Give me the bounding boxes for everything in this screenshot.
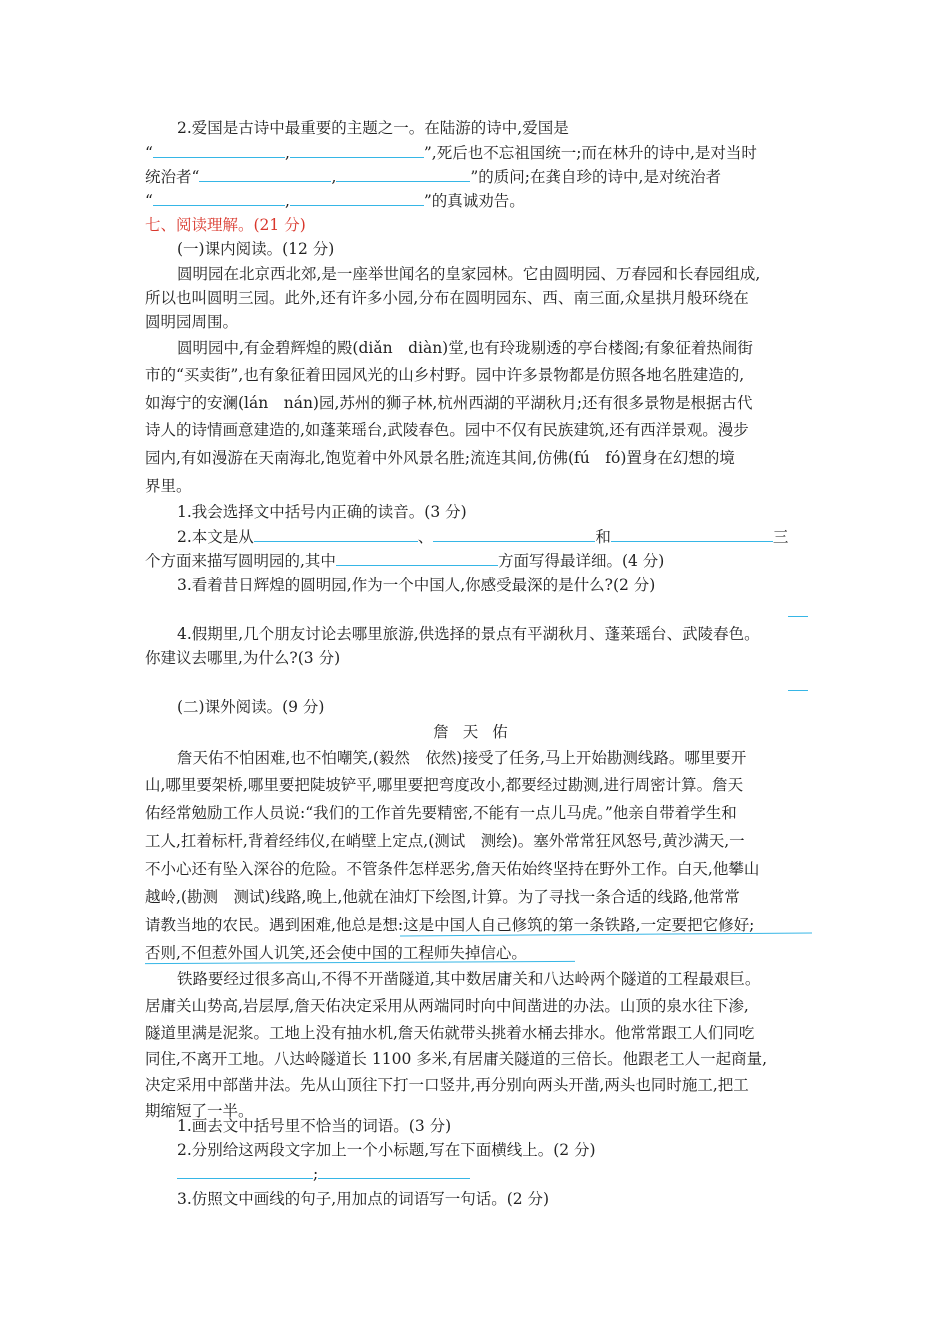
question-text: ”,死后也不忘祖国统一;而在林升的诗中,是对当时: [423, 144, 757, 162]
part1-question-2-line-2: [145, 549, 810, 573]
answer-line-end[interactable]: [788, 690, 808, 691]
comma: ,: [284, 144, 290, 162]
comma: ,: [284, 192, 290, 210]
article-line: 隧道里满是泥浆。工地上没有抽水机,詹天佑就带头挑着水桶去排水。他常常跟工人们同吃: [145, 1024, 755, 1042]
passage-line: 圆明园中,有金碧辉煌的殿(diǎn diàn)堂,也有玲珑剔透的亭台楼阁;有象征着热闹街: [177, 339, 753, 357]
article-line: 居庸关山势高,岩层厚,詹天佑决定采用从两端同时向中间凿进的办法。山顶的泉水往下渗,: [145, 997, 749, 1015]
answer-blank[interactable]: [254, 525, 418, 542]
quote-mark: “: [145, 144, 153, 162]
question-text: 统治者“: [145, 168, 200, 186]
question-text: 和: [595, 528, 611, 546]
answer-line-end[interactable]: [788, 616, 808, 617]
answer-blank[interactable]: [611, 525, 773, 542]
answer-blank[interactable]: [153, 141, 285, 158]
answer-blank[interactable]: [433, 525, 595, 542]
question-text: ”的真诚劝告。: [423, 192, 525, 210]
question-text: ”的质问;在龚自珍的诗中,是对统治者: [470, 168, 721, 186]
article-line: 工人,扛着标杆,背着经纬仪,在峭壁上定点,(测试 测绘)。塞外常常狂风怒号,黄沙满天,一: [145, 832, 745, 850]
question-text: 个方面来描写圆明园的,其中: [145, 552, 336, 570]
passage-line: 所以也叫圆明三园。此外,还有许多小园,分布在圆明园东、西、南三面,众星拱月般环绕在: [145, 289, 749, 307]
part2-question-1: 1.画去文中括号里不恰当的词语。(3 分): [177, 1117, 452, 1135]
answer-blank[interactable]: [177, 1162, 313, 1179]
part1-question-2-line-1: [177, 525, 810, 549]
poem-question-line-1: 2.爱国是古诗中最重要的主题之一。在陆游的诗中,爱国是: [177, 119, 569, 137]
poem-question-line-4: [145, 189, 810, 213]
passage-line: 圆明园在北京西北郊,是一座举世闻名的皇家园林。它由圆明园、万春园和长春园组成,: [177, 265, 761, 283]
answer-blank[interactable]: [290, 141, 424, 158]
article-line: 同住,不离开工地。八达岭隧道长 1100 多米,有居庸关隧道的三倍长。他跟老工人一起商量,: [145, 1050, 768, 1068]
article-line: 决定采用中部凿井法。先从山顶往下打一口竖井,再分别向两头开凿,两头也同时施工,把工: [145, 1076, 749, 1094]
passage-line: 界里。: [145, 477, 192, 495]
article-line: 佑经常勉励工作人员说:“我们的工作首先要精密,不能有一点儿马虎。”他亲自带着学生和: [145, 804, 737, 822]
passage-line: 诗人的诗情画意建造的,如蓬莱瑶台,武陵春色。园中不仅有民族建筑,还有西洋景观。漫步: [145, 421, 749, 439]
article-title: 詹天佑: [433, 723, 522, 741]
article-line: 詹天佑不怕困难,也不怕嘲笑,(毅然 依然)接受了任务,马上开始勘测线路。哪里要开: [177, 749, 747, 767]
part2-heading: (二)课外阅读。(9 分): [177, 698, 325, 716]
part1-question-1: 1.我会选择文中括号内正确的读音。(3 分): [177, 503, 467, 521]
part1-question-4-line-1: 4.假期里,几个朋友讨论去哪里旅游,供选择的景点有平湖秋月、蓬莱瑶台、武陵春色。: [177, 625, 760, 643]
passage-line: 圆明园周围。: [145, 313, 239, 331]
article-line: 越岭,(勘测 测试)线路,晚上,他就在油灯下绘图,计算。为了寻找一条合适的线路,他常常: [145, 888, 740, 906]
part1-question-3: 3.看着昔日辉煌的圆明园,作为一个中国人,你感受最深的是什么?(2 分): [177, 576, 656, 594]
passage-line: 如海宁的安澜(lán nán)园,苏州的狮子林,杭州西湖的平湖秋月;还有很多景物是根据古代: [145, 394, 753, 412]
article-line-underlined: 否则,不但惹外国人讥笑,还会使中国的工程师失掉信心。: [145, 944, 527, 962]
passage-line: 园内,有如漫游在天南海北,饱览着中外风景名胜;流连其间,仿佛(fú fó)置身在幻想的境: [145, 449, 735, 467]
article-line: 期缩短了一半。: [145, 1102, 254, 1120]
answer-blank[interactable]: [336, 549, 498, 566]
question-text: 方面写得最详细。(4 分): [497, 552, 665, 570]
article-line: 山,哪里要架桥,哪里要把陡坡铲平,哪里要把弯度改小,都要经过勘测,进行周密计算。詹天: [145, 776, 744, 794]
part2-question-3: 3.仿照文中画线的句子,用加点的词语写一句话。(2 分): [177, 1190, 550, 1208]
section-title: 七、阅读理解。(21 分): [145, 216, 306, 234]
article-line: 不小心还有坠入深谷的危险。不管条件怎样恶劣,詹天佑始终坚持在野外工作。白天,他攀山: [145, 860, 760, 878]
answer-blank[interactable]: [153, 189, 285, 206]
part2-question-2-answer: [177, 1162, 810, 1186]
comma: ,: [331, 168, 337, 186]
article-line-underlined: 请教当地的农民。遇到困难,他总是想:这是中国人自己修筑的第一条铁路,一定要把它修好;: [145, 916, 755, 934]
part1-question-4-line-2: 你建议去哪里,为什么?(3 分): [145, 649, 341, 667]
answer-blank[interactable]: [336, 165, 470, 182]
poem-question-line-2: [145, 141, 810, 165]
passage-line: 市的“买卖街”,也有象征着田园风光的山乡村野。园中许多景物都是仿照各地名胜建造的,: [145, 366, 745, 384]
part1-heading: (一)课内阅读。(12 分): [177, 240, 335, 258]
question-text: 2.本文是从: [177, 528, 254, 546]
poem-question-line-3: [145, 165, 810, 189]
part2-question-2: 2.分别给这两段文字加上一个小标题,写在下面横线上。(2 分): [177, 1141, 596, 1159]
quote-mark: “: [145, 192, 153, 210]
answer-blank[interactable]: [318, 1162, 470, 1179]
question-text: 三: [772, 528, 789, 546]
separator: ;: [313, 1165, 319, 1183]
separator: 、: [417, 528, 434, 546]
article-line: 铁路要经过很多高山,不得不开凿隧道,其中数居庸关和八达岭两个隧道的工程最艰巨。: [177, 970, 761, 988]
answer-blank[interactable]: [199, 165, 331, 182]
answer-blank[interactable]: [290, 189, 424, 206]
